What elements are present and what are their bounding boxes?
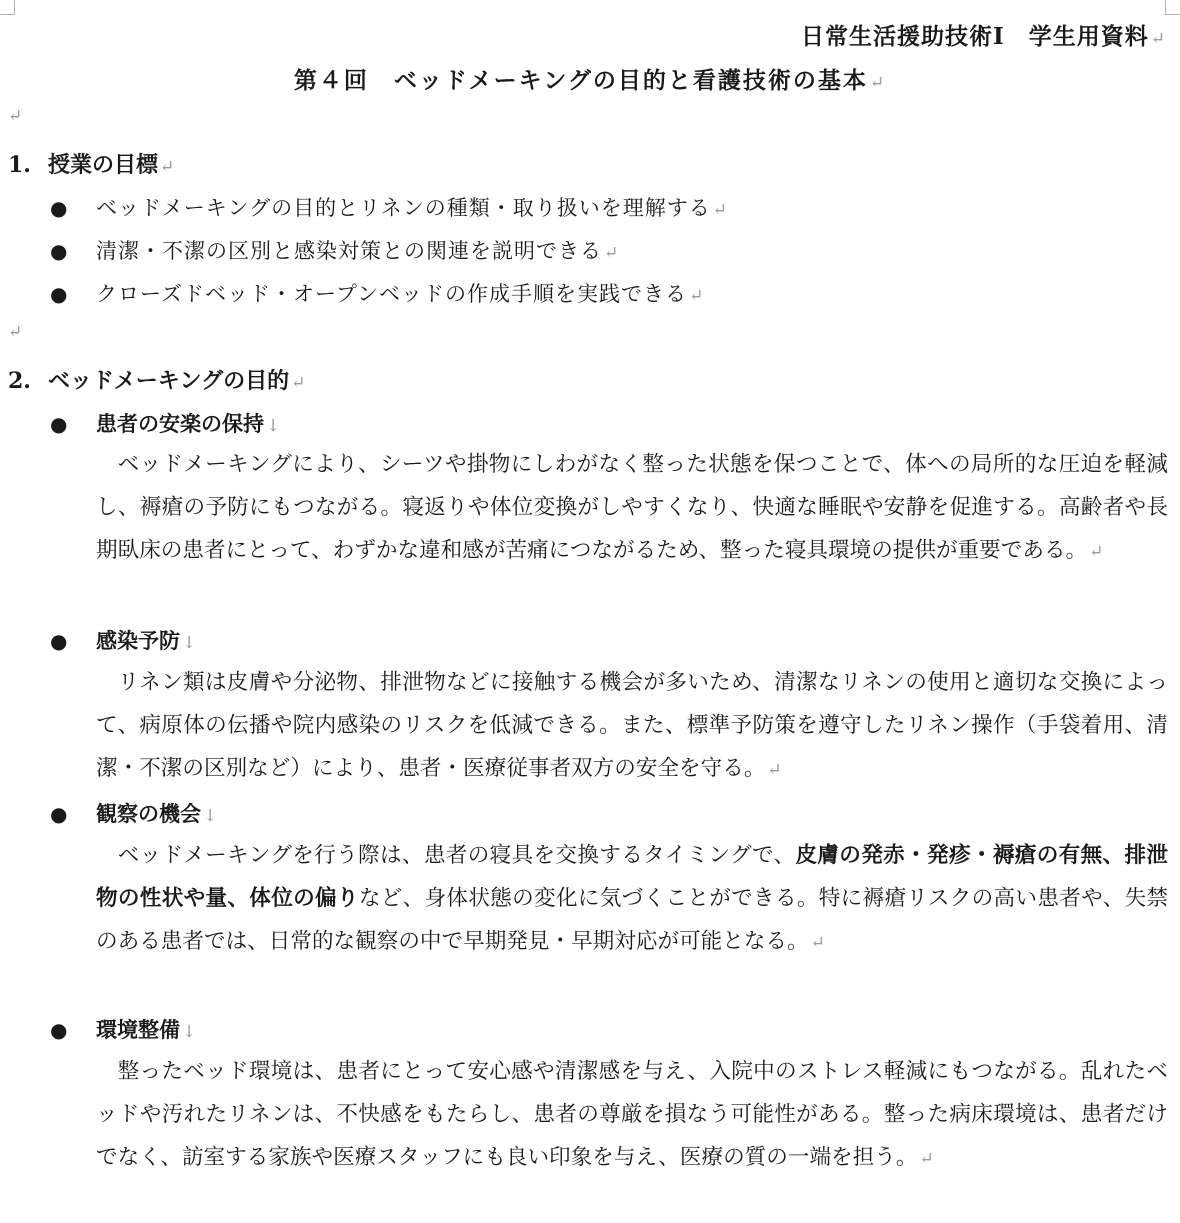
purpose-item-title	[50, 408, 1170, 438]
bullet-icon: ●	[50, 802, 69, 826]
paragraph-mark: ↵	[712, 200, 728, 220]
lecture-title: 第４回 ベッドメーキングの目的と看護技術の基本	[293, 67, 868, 94]
bullet-icon: ●	[50, 629, 69, 653]
crop-mark-top-left	[0, 0, 15, 15]
section-number: 1.	[8, 152, 31, 178]
bullet-icon: ●	[50, 412, 69, 436]
line-break-mark: ↓	[182, 1022, 198, 1042]
list-item-text: クローズドベッド・オープンベッドの作成手順を実践できる	[96, 282, 688, 306]
purpose-title-infection: 感染予防	[96, 628, 180, 653]
empty-paragraph	[6, 322, 22, 342]
section-number: 2.	[8, 368, 31, 394]
paragraph-mark: ↵	[8, 106, 23, 126]
purpose-item-title	[50, 1014, 1170, 1044]
paragraph-mark: ↵	[1089, 542, 1104, 563]
list-item-text: 清潔・不潔の区別と感染対策との関連を説明できる	[96, 239, 602, 263]
purpose-body-infection	[96, 661, 1168, 793]
bullet-icon: ●	[50, 196, 69, 220]
purpose-item-title	[50, 798, 1170, 828]
list-item-text: ベッドメーキングの目的とリネンの種類・取り扱いを理解する	[96, 196, 711, 220]
course-title: 日常生活援助技術Ⅰ 学生用資料	[800, 23, 1149, 50]
emphasis-text: 皮膚の発赤・発疹・褥瘡の有無、排泄物の性状や量、体位の偏り	[96, 843, 1168, 912]
paragraph-text: など、身体状態の変化に気づくことができる。特に褥瘡リスクの高い患者や、失禁のある患者では、日常的な観察の中で早期発見・早期対応が可能となる。	[96, 886, 1168, 955]
crop-mark-top-right	[1165, 0, 1180, 15]
purpose-body-comfort	[96, 443, 1168, 575]
purpose-body-observation	[96, 834, 1168, 966]
section-title: 授業の目標	[48, 152, 159, 178]
paragraph-mark: ↵	[810, 933, 825, 954]
purpose-item-title	[50, 625, 1170, 655]
purpose-title-comfort: 患者の安楽の保持	[96, 411, 264, 436]
line-break-mark: ↓	[266, 416, 282, 436]
paragraph-mark: ↵	[604, 243, 620, 263]
bullet-icon: ●	[50, 1018, 69, 1042]
list-item	[50, 192, 1170, 222]
bullet-icon: ●	[50, 282, 69, 306]
bullet-icon: ●	[50, 239, 69, 263]
purpose-title-environment: 環境整備	[96, 1017, 180, 1042]
paragraph-mark: ↵	[8, 322, 23, 342]
line-break-mark: ↓	[182, 633, 198, 653]
paragraph-mark: ↵	[869, 73, 887, 93]
paragraph-text: リネン類は皮膚や分泌物、排泄物などに接触する機会が多いため、清潔なリネンの使用と適切な交換によって、病原体の伝播や院内感染のリスクを低減できる。また、標準予防策を遵守したリネン操作（手袋着用、清潔・不潔の区別など）により、患者・医療従事者双方の安全を守る。	[96, 670, 1168, 782]
course-header	[801, 18, 1166, 51]
paragraph-mark: ↵	[767, 760, 782, 781]
paragraph-mark: ↵	[160, 157, 175, 177]
paragraph-text: 整ったベッド環境は、患者にとって安心感や清潔感を与え、入院中のストレス軽減にもつながる。乱れたベッドや汚れたリネンは、不快感をもたらし、患者の尊厳を損なう可能性がある。整った病床環境は、患者だけでなく、訪室する家族や医療スタッフにも良い印象を与え、医療の質の一端を担う。	[96, 1059, 1168, 1171]
empty-paragraph	[6, 106, 22, 126]
line-break-mark: ↓	[203, 806, 219, 826]
section-1-heading	[8, 148, 174, 179]
list-item	[50, 278, 1170, 308]
paragraph-mark: ↵	[291, 373, 306, 393]
purpose-body-environment	[96, 1050, 1168, 1182]
paragraph-text: ベッドメーキングを行う際は、患者の寝具を交換するタイミングで、	[117, 843, 796, 868]
section-title: ベッドメーキングの目的	[48, 368, 290, 394]
paragraph-mark: ↵	[1150, 29, 1166, 49]
section-2-heading	[8, 364, 305, 395]
purpose-title-observation: 観察の機会	[96, 801, 201, 826]
paragraph-mark: ↵	[919, 1149, 934, 1170]
list-item	[50, 235, 1170, 265]
paragraph-mark: ↵	[689, 286, 705, 306]
paragraph-text: ベッドメーキングにより、シーツや掛物にしわがなく整った状態を保つことで、体への局所的な圧迫を軽減し、褥瘡の予防にもつながる。寝返りや体位変換がしやすくなり、快適な睡眠や安静を促進する。高齢者や長期臥床の患者にとって、わずかな違和感が苦痛につながるため、整った寝具環境の提供が重要である。	[96, 452, 1168, 564]
lecture-title-line	[0, 62, 1180, 95]
